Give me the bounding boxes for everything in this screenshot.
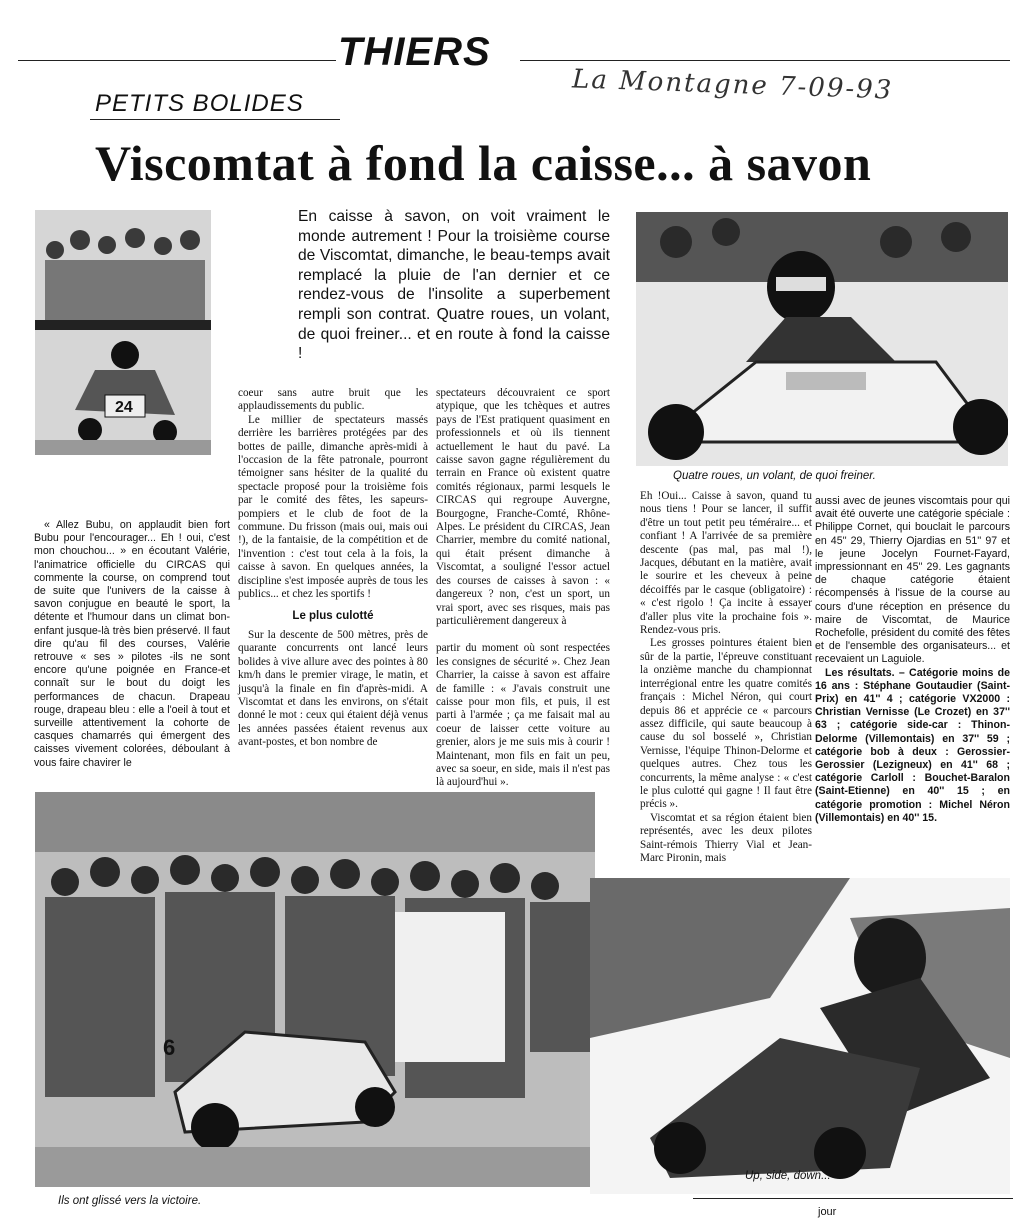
photo-driver-helmet <box>636 212 1008 466</box>
section-title: THIERS <box>338 30 491 74</box>
caption-bottom-right: Up, side, down... <box>745 1170 831 1182</box>
headline: Viscomtat à fond la caisse... à savon <box>95 135 872 191</box>
paragraph: Sur la descente de 500 mètres, près de quarante concurrents ont lancé leurs bolides à vive allure avec des pointes à 80 km/h dans le premier virage, le matin, et jusqu'à la finale en fin d'après-midi. A Viscomtat et dans les environs, on s'était donné le mot : ceux qui étaient déjà venus les années passées étaient revenus aux avant-postes, et bon nombre de <box>238 628 428 749</box>
paragraph: coeur sans autre bruit que les applaudissements du public. <box>238 387 428 413</box>
caption-top-right: Quatre roues, un volant, de quoi freiner. <box>673 470 876 482</box>
body-column-5 <box>815 495 1010 825</box>
paragraph: aussi avec de jeunes viscomtais pour qui avait été ouverte une catégorie spéciale : Philippe Cornet, qui bouclait le parcours en 45'' 29, Thierry Ojardias en 51'' 97 et le jeune Jocelyn Fournet-Fayard, impressionnant en 45'' 29. Les gagnants de chaque catégorie étaient récompensés à l'issue de la course au cours d'une réception en présence du maire de Viscomtat, de Maurice Rochefolle, président du comité des fêtes et de l'ensemble des organisateurs... et recevaient un Laguiole. <box>815 495 1010 666</box>
paragraph: partir du moment où sont respectées les consignes de sécurité ». Chez Jean Charrier, la caisse à savon est affaire de famille : « J'avais construit une caisse pour mon fils, et puis, il est parti à l'armée ; ça me faisait mal au coeur de laisser cette voiture au grenier, alors je me suis mis à courir ! Maintenant, mon fils en fait un peu, avec sa soeur, en side, mais il n'est pas là aujourd'hui ». <box>436 642 610 789</box>
paragraph: « Allez Bubu, on applaudit bien fort Bubu pour l'encourager... Eh ! oui, c'est mon chouchou... » en écoutant Valérie, l'animatrice officielle du CIRCAS qui commente la course, on comprend tout de suite que l'univers de la caisse à savon conjugue en beauté le sport, la détente et l'humour dans un climat bon-enfant jusque-là très bien préservé. Il faut dire qu'au fil des courses, Valérie retrouve « ses » pilotes -ils ne sont encore qu'une poignée en France-et connaît sur le bout du doigt les performances de chacun. Drapeau rouge, drapeau bleu : elle a l'oeil à tout et surveille attentivement la cohorte de casques chamarrés qui émergent des caisses vivement colorées, déboulant à vous faire chavirer le <box>34 519 230 769</box>
handwritten-note: La Montagne 7-09-93 <box>571 64 894 106</box>
paragraph: Eh !Oui... Caisse à savon, quand tu nous tiens ! Pour se lancer, il suffit d'être un tout petit peu téméraire... et confiant ! A l'arrivée de sa première descente (pas mal, pas mal !), Jacques, débutant en la matière, avait le sourire et les cheveux à peine décoiffés par le casque (obligatoire) : « c'est rigolo ! Ça incite à essayer d'aller plus vite la prochaine fois ». Rendez-vous pris. <box>640 490 812 637</box>
lead-paragraph: En caisse à savon, on voit vraiment le monde autrement ! Pour la troisième course de Viscomtat, dimanche, le beau-temps avait remplacé la pluie de l'an dernier et ce rendez-vous de l'insolite a superbement rempli son contrat. Quatre roues, un volant, de quoi freiner... et en route à fond la caisse ! <box>298 208 610 363</box>
body-column-1 <box>34 519 230 770</box>
photo-group <box>35 792 595 1187</box>
paragraph: Viscomtat et sa région étaient bien représentés, avec les deux pilotes Saint-rémois Thierry Vial et Jean-Marc Pironin, mais <box>640 811 812 864</box>
group-kart-number: 6 <box>163 1035 176 1060</box>
paragraph: Les grosses pointures étaient bien sûr de la partie, l'épreuve constituant la onzième manche du championnat interrégional entre les quatre comités français : Michel Néron, qui court depuis 86 et apprécie ce « parcours assez difficile, qui saute beaucoup à cause du sol bosselé », Christian Vernisse, l'équipe Thinon-Delorme et quelques autres. Chez tous les concurrents, la même analyse : « c'est le plus culotté qui gagne ! Il faut être précis ». <box>640 637 812 811</box>
caption-bottom-left: Ils ont glissé vers la victoire. <box>58 1195 202 1207</box>
photo-soapbox-24 <box>35 210 211 455</box>
results-paragraph: Les résultats. – Catégorie moins de 16 ans : Stéphane Goutaudier (Saint-Prix) en 41'' 4 ; catégorie VX2000 : Christian Vernisse (Le Crozet) en 37'' 63 ; catégorie side-car : Thinon-Delorme (Villemontais) en 37'' 59 ; catégorie bob à deux : Gerossier-Gerossier (Lezigneux) en 41'' 68 ; catégorie Carloll : Bouchet-Baralon (Saint-Etienne) en 40'' 15 ; en catégorie promotion : Michel Néron (Villemontais) en 40'' 15. <box>815 666 1010 824</box>
body-column-2 <box>238 387 428 750</box>
subhead: Le plus culotté <box>292 609 374 622</box>
paragraph: spectateurs découvraient ce sport atypique, que les tchèques et autres pays de l'Est pratiquent quasiment en professionnels et où ils tiennent actuellement le haut du pavé. La caisse savon gagne régulièrement du terrain en France où existent quatre comités régionaux, parmi lesquels le CIRCAS qui regroupe Auvergne, Bourgogne, Franche-Comté, Rhône-Alpes. Le président du CIRCAS, Jean Charrier, membre du comité national, qui était présent dimanche à Viscomtat, a souligné l'essor actuel des courses de caisses à savon : « dangereux ? non, c'est un sport, un vrai sport, avec ses risques, mais pas particulièrement dangereux à <box>436 387 610 627</box>
kicker: PETITS BOLIDES <box>95 90 304 117</box>
photo-sidecar <box>590 878 1010 1194</box>
footer-fragment: jour <box>818 1206 837 1218</box>
body-column-4 <box>640 490 812 865</box>
paragraph: Le millier de spectateurs massés derrière les barrières protégées par des bottes de paille, dimanche après-midi à l'occasion de la fête patronale, pourront témoigner sans hésiter de la qualité du spectacle proposé pour la troisième fois par le comité des fêtes, les sapeurs-pompiers et le club de foot de la commune. Du frisson (mais oui, mais oui !), de la fantaisie, de la compétition et de l'invention : c'est tout cela à la fois, la caisse à savon. En quelques années, la discipline s'est imposée auprès de tous les publics... et chez les sportifs ! <box>238 413 428 601</box>
kart-number: 24 <box>115 399 133 416</box>
body-column-3 <box>436 387 610 790</box>
footer-rule <box>693 1198 1013 1199</box>
